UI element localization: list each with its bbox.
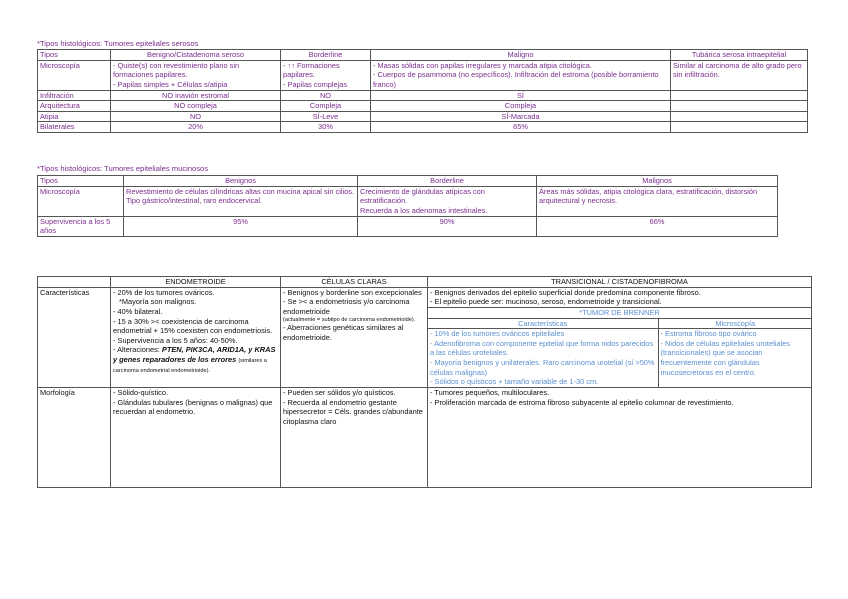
header-cell: Características — [428, 318, 658, 329]
brenner-table — [428, 318, 812, 387]
cell — [671, 111, 808, 122]
header-cell: CÉLULAS CLARAS — [281, 277, 428, 288]
text-line: - Recuerda al endometrio gestante hipersecretor = Céls. grandes c/abundante citoplasma claro — [283, 397, 423, 426]
header-cell: TRANSICIONAL / CISTADENOFIBROMA — [428, 277, 812, 288]
cell: Compleja — [281, 101, 371, 112]
table-row — [38, 90, 808, 101]
text-line: Tipo gástrico/intestinal, raro endocervical. — [126, 196, 263, 206]
cell — [658, 329, 812, 387]
cell — [358, 186, 537, 216]
table-row — [38, 111, 808, 122]
text-line — [113, 345, 278, 375]
text-line: - 40% bilateral. — [113, 306, 163, 316]
cell: Compleja — [371, 101, 671, 112]
brenner-title: *TUMOR DE BRENNER — [428, 307, 811, 318]
text-line: - 10% de los tumores ováricos epiteliales — [430, 329, 565, 339]
cell — [671, 101, 808, 112]
header-cell: Maligno — [371, 50, 671, 61]
text-line: - Supervivencia a los 5 años: 40-50%. — [113, 335, 238, 345]
cell: 66% — [537, 216, 778, 236]
cell — [281, 387, 428, 487]
row-label: Morfología — [38, 387, 111, 487]
text-line: - Tumores pequeños, multiloculares. — [430, 387, 550, 397]
cell: 30% — [281, 122, 371, 133]
header-cell: Malignos — [537, 176, 778, 187]
cell — [281, 60, 371, 90]
header-cell: Borderline — [358, 176, 537, 187]
text-line: - Estroma fibroso tipo ovárico — [660, 329, 757, 339]
cell — [281, 287, 428, 387]
header-cell: Tipos — [38, 176, 124, 187]
text-line: *Mayoría son malignos. — [119, 297, 197, 307]
otros-morfologia-row — [38, 387, 812, 487]
genes-text: PTEN, PIK3CA, ARID1A, y KRAS y genes reparadores de los errores — [113, 345, 276, 364]
row-label: Microscopía — [38, 186, 124, 216]
text-line: - Sólido-quístico. — [113, 387, 169, 397]
header-cell: Borderline — [281, 50, 371, 61]
header-cell: Microscopía — [658, 318, 812, 329]
mucinosos-caption: *Tipos histológicos: Tumores epiteliales mucinosos — [37, 164, 209, 173]
cell: NO — [281, 90, 371, 101]
text-span: - Alteraciones: — [113, 345, 160, 355]
row-label: Microscopía — [38, 60, 111, 90]
cell: Similar al carcinoma de alto grado pero sin infiltración. — [671, 60, 808, 90]
text-line: Áreas más sólidas, atipia citológica clara, estratificación, distorsión arquitectural y necrosis. — [539, 186, 758, 206]
header-cell: ENDOMETROIDE — [111, 277, 281, 288]
text-line: - Glándulas tubulares (benignas o malignas) que recuerdan al endometrio. — [113, 397, 273, 417]
text-line: - Benignos derivados del epitelio superficial donde predomina componente fibroso. — [430, 287, 701, 297]
mucinosos-supervivencia-row — [38, 216, 778, 236]
cell — [371, 60, 671, 90]
text-line: - El epitelio puede ser: mucinoso, seroso, endometrioide y transicional. — [430, 297, 662, 307]
row-label: Infiltración — [38, 90, 111, 101]
text-line: - Masas sólidas con papilas irregulares y marcada atipia citológica. — [373, 60, 592, 70]
cell — [537, 186, 778, 216]
serosos-header-row — [38, 50, 808, 61]
cell — [428, 329, 658, 387]
cell — [111, 387, 281, 487]
text-line: - Sólidos o quísticos + tamaño variable de 1-30 cm. — [430, 377, 599, 387]
text-line: - Aberraciones genéticas similares al endometrioide. — [283, 323, 404, 343]
row-label: Características — [38, 287, 111, 387]
text-line: - Papilas simples + Células s/atipia — [113, 79, 228, 89]
text-line: - Se >< a endometriosis y/o carcinoma endometrioide — [283, 297, 410, 316]
note-text: (similares a carcinoma endometrial endometrioide). — [113, 358, 267, 374]
text-line: - Cuerpos de psammoma (no específicos). Infiltración del estroma (posible borramiento franco) — [373, 70, 659, 89]
cell: 90% — [358, 216, 537, 236]
text-line: - 15 a 30% >< coexistencia de carcinoma endometrial + 15% coexisten con endometriosis. — [113, 316, 273, 336]
header-cell: Benigno/Cistadenoma seroso — [111, 50, 281, 61]
row-label: Supervivencia a los 5 años — [38, 216, 124, 236]
cell — [428, 387, 812, 487]
text-line: - 20% de los tumores ováricos. — [113, 287, 215, 297]
otros-table — [37, 276, 812, 488]
header-cell: Tipos — [38, 50, 111, 61]
mucinosos-table — [37, 175, 778, 237]
cell: SÍ-Leve — [281, 111, 371, 122]
cell: 65% — [371, 122, 671, 133]
text-line: Recuerda a los adenomas intestinales. — [360, 205, 488, 215]
table-row — [38, 122, 808, 133]
text-line: - Benignos y borderline son excepcionales — [283, 287, 422, 297]
cell — [671, 90, 808, 101]
text-line: - ↑↑ Formaciones papilares. — [283, 60, 340, 80]
cell: SÍ-Marcada — [371, 111, 671, 122]
text-line: Crecimiento de glándulas atípicas con estratificación. — [360, 186, 485, 206]
serosos-caption: *Tipos histológicos: Tumores epiteliales serosos — [37, 39, 199, 48]
text-line: - Nidos de células epiteliales uroteliales (transicionales) que se asocian frecuentemente con glándulas mucosecretoras en el centro. — [660, 338, 790, 377]
mucinosos-microscopia-row — [38, 186, 778, 216]
cell — [428, 287, 812, 387]
text-line: - Proliferación marcada de estroma fibroso subyacente al epitelio columnar de revestimiento. — [430, 397, 734, 407]
cell: NO inavión estromal — [111, 90, 281, 101]
cell: NO compleja — [111, 101, 281, 112]
table-row — [38, 101, 808, 112]
row-label: Arquitectura — [38, 101, 111, 112]
text-line: - Papilas complejas — [283, 79, 348, 89]
otros-caracteristicas-row — [38, 287, 812, 387]
cell — [671, 122, 808, 133]
serosos-table — [37, 49, 808, 133]
brenner-row — [428, 329, 812, 387]
row-label: Bilaterales — [38, 122, 111, 133]
cell: SÍ — [371, 90, 671, 101]
cell — [111, 287, 281, 387]
mucinosos-header-row — [38, 176, 778, 187]
serosos-microscopia-row — [38, 60, 808, 90]
text-line: - Pueden ser sólidos y/o quísticos. — [283, 387, 396, 397]
cell: 20% — [111, 122, 281, 133]
brenner-header-row — [428, 318, 812, 329]
text-line: - Quiste(s) con revestimiento plano sin formaciones papilares. — [113, 60, 240, 80]
cell — [124, 186, 358, 216]
cell: 95% — [124, 216, 358, 236]
header-cell: Benignos — [124, 176, 358, 187]
text-line: - Mayoría benignos y unilaterales. Raro carcinoma urotelial (sí >50% células malignas) — [430, 358, 655, 377]
cell: NO — [111, 111, 281, 122]
note-text: (actualmente = subtipo de carcinoma endometrioide). — [283, 316, 416, 323]
otros-header-row — [38, 277, 812, 288]
row-label: Atipia — [38, 111, 111, 122]
cell — [111, 60, 281, 90]
text-line: - Adenofibroma con componente epitelial que forma nidos parecidos a las células uroteliales. — [430, 338, 654, 358]
header-cell — [38, 277, 111, 288]
header-cell: Tubárica serosa intraepitelial — [671, 50, 808, 61]
text-line: Revestimiento de células cilíndricas altas con mucina apical sin cilios. — [126, 186, 354, 196]
